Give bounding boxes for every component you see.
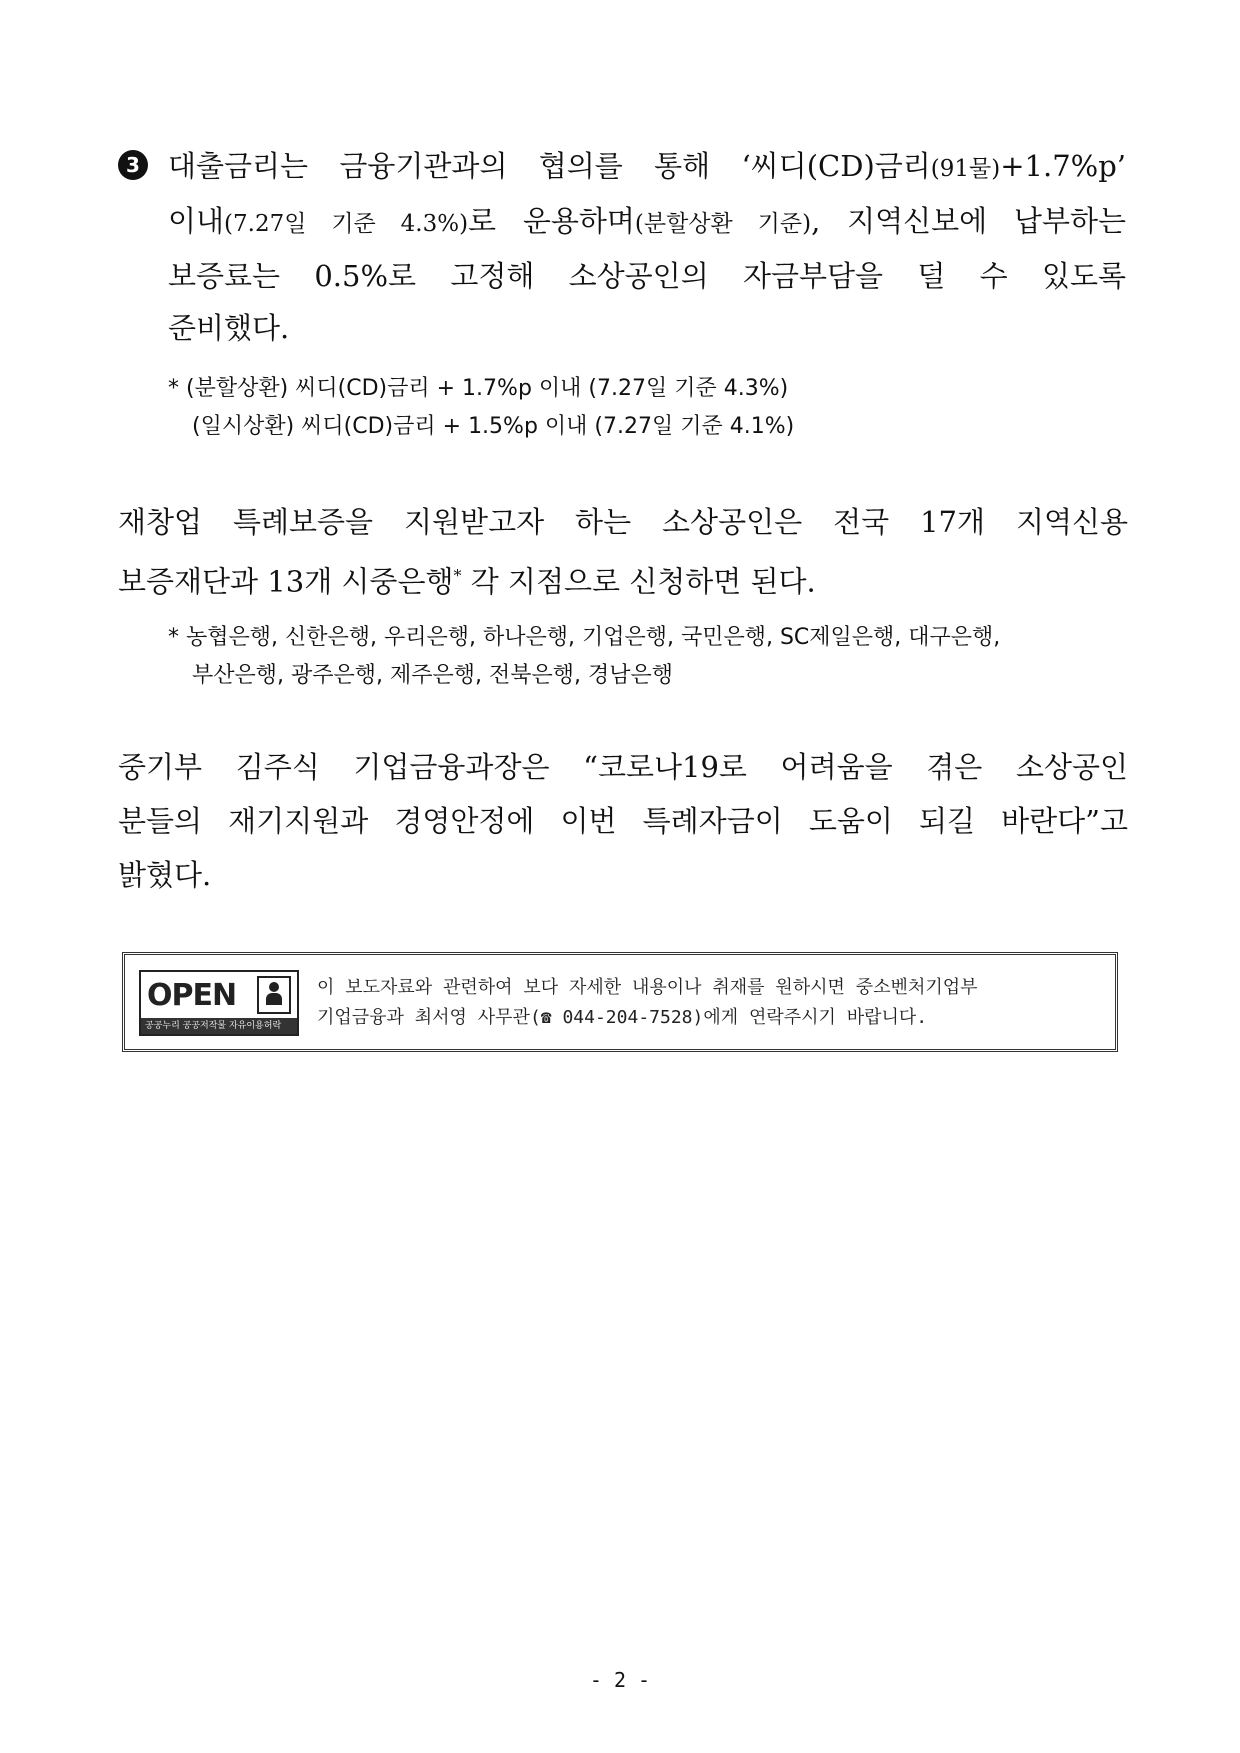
contact-box: [122, 952, 1118, 1052]
application-line-2: 보증재단과 13개 시중은행* 각 지점으로 신청하면 된다.: [118, 564, 816, 599]
phone-icon: ☎: [540, 1007, 552, 1028]
open-license-logo: OPEN 공공누리 공공저작물 자유이용허락: [139, 970, 299, 1036]
application-paragraph: [118, 495, 1128, 609]
item-3-line-4: 준비했다.: [168, 311, 290, 345]
rate-footnote-line-2: (일시상환) 씨디(CD)금리 + 1.5%p 이내 (7.27일 기준 4.1%): [192, 414, 795, 439]
item-3-paragraph: [118, 140, 1128, 354]
quote-line-2: 분들의 재기지원과 경영안정에 이번 특례자금이 도움이 되길 바란다”고: [118, 804, 1128, 838]
quote-paragraph: [118, 740, 1128, 902]
page-number: - 2 -: [589, 1668, 651, 1692]
rate-footnote-line-1: * (분할상환) 씨디(CD)금리 + 1.7%p 이내 (7.27일 기준 4.3%): [168, 376, 789, 401]
contact-line-2: 기업금융과 최서영 사무관(☎ 044-204-7528)에게 연락주시기 바랍니다.: [317, 1007, 928, 1028]
item-3-line-2: 이내(7.27일 기준 4.3%)로 운용하며(분할상환 기준), 지역신보에 납부하는: [168, 204, 1126, 238]
circled-number-3: 3: [118, 150, 148, 180]
contact-text: [317, 973, 978, 1033]
rate-footnote: [168, 370, 794, 446]
bank-list-footnote: [168, 619, 1000, 695]
footnote-marker: *: [453, 566, 462, 585]
quote-line-3: 밝혔다.: [118, 858, 212, 892]
application-line-1: 재창업 특례보증을 지원받고자 하는 소상공인은 전국 17개 지역신용: [118, 505, 1128, 539]
item-3-line-1: 대출금리는 금융기관과의 협의를 통해 ‘씨디(CD)금리(91물)+1.7%p’: [168, 149, 1126, 183]
quote-line-1: 중기부 김주식 기업금융과장은 “코로나19로 어려움을 겪은 소상공인: [118, 750, 1128, 784]
contact-line-1: 이 보도자료와 관련하여 보다 자세한 내용이나 취재를 원하시면 중소벤처기업부: [317, 977, 978, 998]
person-icon: [257, 976, 291, 1014]
item-3-line-3: 보증료는 0.5%로 고정해 소상공인의 자금부담을 덜 수 있도록: [168, 259, 1126, 293]
bank-list-line-2: 부산은행, 광주은행, 제주은행, 전북은행, 경남은행: [192, 663, 673, 688]
bank-list-line-1: * 농협은행, 신한은행, 우리은행, 하나은행, 기업은행, 국민은행, SC제일은행, 대구은행,: [168, 625, 1001, 650]
